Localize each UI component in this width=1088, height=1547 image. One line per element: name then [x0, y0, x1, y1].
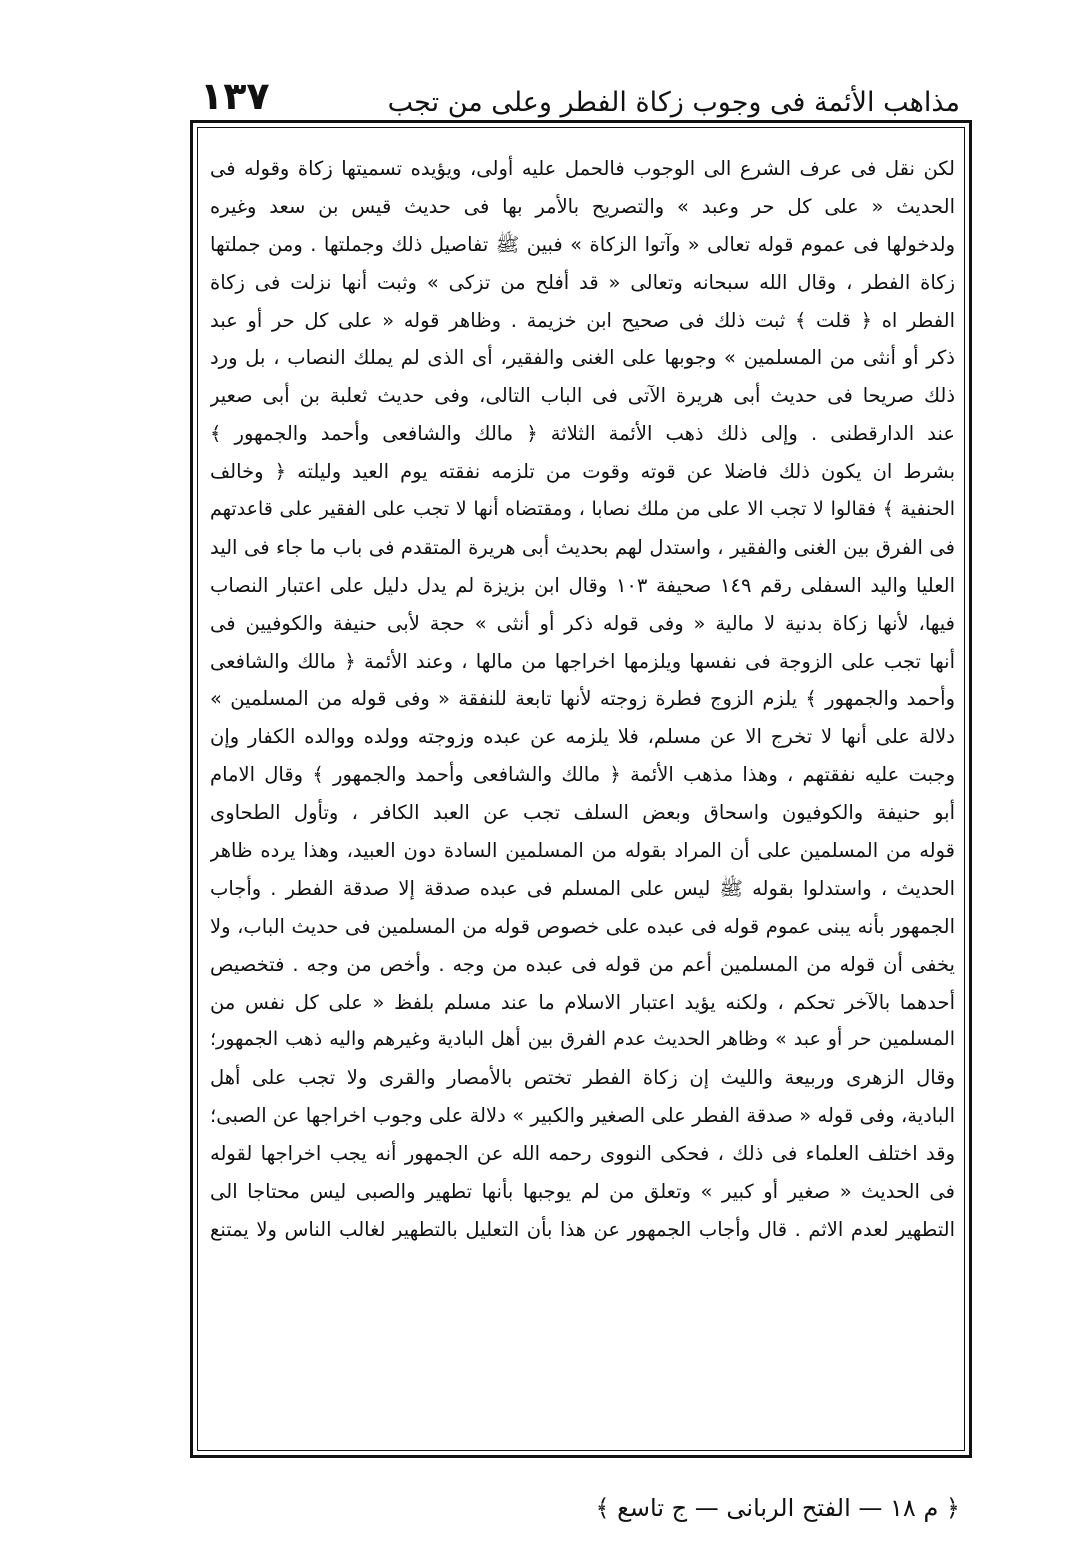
text-line: البادية، وفى قوله « صدقة الفطر على الصغير والكبير » دلالة على وجوب اخراجها عن الصبى؛: [210, 1104, 955, 1128]
body-text: [210, 150, 955, 1450]
signature-mark: ﴿ م ١٨ — الفتح الربانى — ج تاسع ﴾: [595, 1494, 960, 1522]
text-line: ذكر أو أنثى من المسلمين » وجوبها على الغنى والفقير، أى الذى لم يملك النصاب ، بل ورد: [210, 346, 955, 370]
text-line: يخفى أن قوله من المسلمين أعم من قوله فى عبده من وجه . وأخص من وجه . فتخصيص: [210, 952, 955, 976]
text-line: زكاة الفطر ، وقال الله سبحانه وتعالى « قد أفلح من تزكى » وثبت أنها نزلت فى زكاة: [210, 270, 955, 294]
text-line: أبو حنيفة والكوفيون واسحاق وبعض السلف تجب عن العبد الكافر ، وتأول الطحاوى: [210, 801, 955, 825]
text-line: وقال الزهرى وربيعة والليث إن زكاة الفطر تختص بالأمصار والقرى ولا تجب على أهل: [210, 1066, 955, 1090]
text-line: لكن نقل فى عرف الشرع الى الوجوب فالحمل عليه أولى، ويؤيده تسميتها زكاة وقوله فى: [210, 157, 955, 180]
text-line: الفطر اه ﴿ قلت ﴾ ثبت ذلك فى صحيح ابن خزيمة . وظاهر قوله « على كل حر أو عبد: [210, 308, 955, 332]
text-line: قوله من المسلمين على أن المراد بقوله من المسلمين السادة دون العبيد، وهذا يرده ظاهر: [210, 839, 955, 863]
text-line: ذلك صريحا فى حديث أبى هريرة الآتى فى الباب التالى، وفى حديث ثعلبة بن أبى صعير: [210, 384, 955, 408]
text-line: ولدخولها فى عموم قوله تعالى « وآتوا الزكاة » فبين ﷺ تفاصيل ذلك وجملتها . ومن جملتها: [210, 232, 955, 256]
page-header: [200, 66, 960, 118]
page-number: ١٣٧: [200, 74, 270, 118]
text-line: فى الفرق بين الغنى والفقير ، واستدل لهم بحديث أبى هريرة المتقدم فى باب ما جاء فى اليد: [210, 535, 955, 559]
running-title: مذاهب الأئمة فى وجوب زكاة الفطر وعلى من تجب: [387, 87, 960, 118]
text-line: وأحمد والجمهور ﴾ يلزم الزوج فطرة زوجته لأنها تابعة للنفقة « وفى قوله من المسلمين »: [210, 687, 955, 711]
text-line: الجمهور بأنه يبنى عموم قوله فى عبده على خصوص قوله من المسلمين فى حديث الباب، ولا: [210, 914, 955, 938]
text-line: الحنفية ﴾ فقالوا لا تجب الا على من ملك نصابا ، ومقتضاه أنها لا تجب على الفقير على قاعدتهم: [210, 498, 955, 521]
text-line: دلالة على أنها لا تخرج الا عن مسلم، فلا يلزمه عن عبده وزوجته وولده ووالده الكفار وإن: [210, 725, 955, 749]
page-footer: [595, 1488, 960, 1528]
text-line: وجبت عليه نفقتهم ، وهذا مذهب الأئمة ﴿ مالك والشافعى وأحمد والجمهور ﴾ وقال الامام: [210, 763, 955, 787]
text-line: بشرط ان يكون ذلك فاضلا عن قوته وقوت من تلزمه نفقته يوم العيد وليلته ﴿ وخالف: [210, 460, 955, 484]
text-line: فيها، لأنها زكاة بدنية لا مالية « وفى قوله ذكر أو أنثى » حجة لأبى حنيفة والكوفيين فى: [210, 611, 955, 635]
text-line: وقد اختلف العلماء فى ذلك ، فحكى النووى رحمه الله عن الجمهور أنه يجب اخراجها لقوله: [210, 1142, 955, 1166]
text-line: فى الحديث « صغير أو كبير » وتعلق من لم يوجبها بأنها تطهير والصبى ليس محتاجا الى: [210, 1180, 955, 1204]
text-line: عند الدارقطنى . وإلى ذلك ذهب الأئمة الثلاثة ﴿ مالك والشافعى وأحمد والجمهور ﴾: [210, 422, 955, 446]
text-line: أحدهما بالآخر تحكم ، ولكنه يؤيد اعتبار الاسلام ما عند مسلم بلفظ « على كل نفس من: [210, 990, 955, 1014]
text-line: المسلمين حر أو عبد » وظاهر الحديث عدم الفرق بين أهل البادية وغيرهم واليه ذهب الجمهور؛: [210, 1028, 955, 1051]
text-line: أنها تجب على الزوجة فى نفسها ويلزمها اخراجها من مالها ، وعند الأئمة ﴿ مالك والشافعى: [210, 649, 955, 673]
text-line: الحديث ، واستدلوا بقوله ﷺ ليس على المسلم فى عبده صدقة إلا صدقة الفطر . وأجاب: [210, 876, 955, 900]
text-line: التطهير لعدم الاثم . قال وأجاب الجمهور عن هذا بأن التعليل بالتطهير لغالب الناس ولا يمتنع: [210, 1217, 955, 1241]
text-line: الحديث « على كل حر وعبد » والتصريح بالأمر بها فى حديث قيس بن سعد وغيره: [210, 194, 955, 218]
text-line: العليا واليد السفلى رقم ١٤٩ صحيفة ١٠٣ وقال ابن بزيزة لم يدل دليل على اعتبار النصاب: [210, 573, 955, 597]
